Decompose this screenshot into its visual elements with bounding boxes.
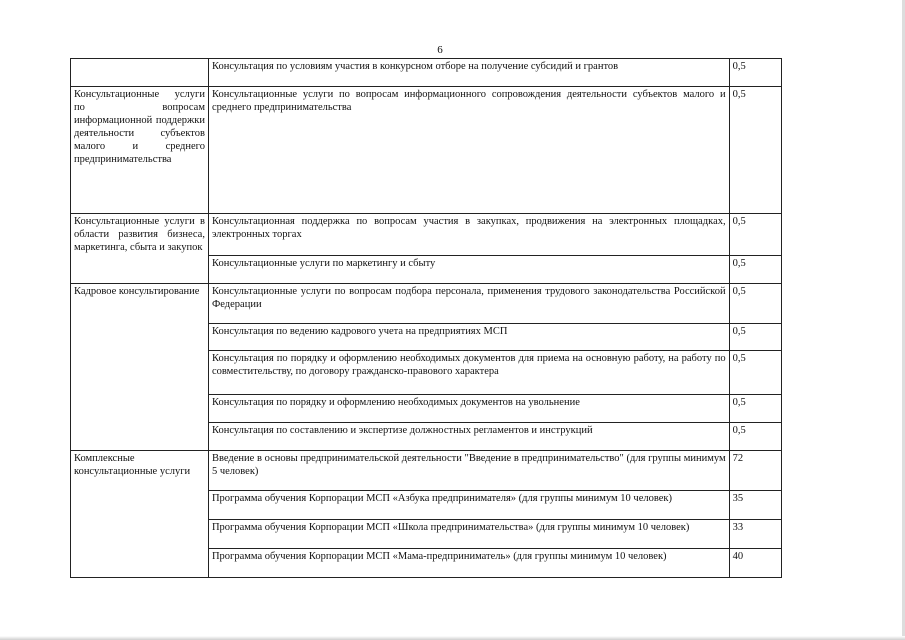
description-cell: Программа обучения Корпорации МСП «Азбука предпринимателя» (для группы минимум 10 человек) (208, 491, 729, 520)
description-cell: Программа обучения Корпорации МСП «Мама-предприниматель» (для группы минимум 10 человек) (208, 549, 729, 578)
category-cell: Консультационные услуги в области развития бизнеса, маркетинга, сбыта и закупок (71, 214, 209, 284)
table-row (71, 87, 782, 214)
value-cell: 0,5 (729, 87, 781, 214)
value-cell: 0,5 (729, 395, 781, 423)
description-cell: Консультация по ведению кадрового учета на предприятиях МСП (208, 324, 729, 351)
page-number: 6 (437, 44, 443, 56)
description-cell: Консультация по порядку и оформлению необходимых документов на увольнение (208, 395, 729, 423)
value-cell: 0,5 (729, 284, 781, 324)
category-cell (71, 59, 209, 87)
value-cell: 0,5 (729, 59, 781, 87)
value-cell: 0,5 (729, 351, 781, 395)
value-cell: 0,5 (729, 324, 781, 351)
description-cell: Программа обучения Корпорации МСП «Школа предпринимательства» (для группы минимум 10 человек) (208, 520, 729, 549)
description-cell: Консультация по порядку и оформлению необходимых документов для приема на основную работу, на работу по совместительству, по договору гражданско-правового характера (208, 351, 729, 395)
category-cell: Кадровое консультирование (71, 284, 209, 451)
category-cell: Комплексные консультационные услуги (71, 451, 209, 578)
description-cell: Консультационные услуги по маркетингу и сбыту (208, 256, 729, 284)
category-cell: Консультационные услуги по вопросам информационной поддержки деятельности субъектов малого и среднего предпринимательства (71, 87, 209, 214)
description-cell: Консультационные услуги по вопросам подбора персонала, применения трудового законодательства Российской Федерации (208, 284, 729, 324)
value-cell: 40 (729, 549, 781, 578)
services-table (70, 58, 782, 578)
value-cell: 0,5 (729, 256, 781, 284)
table-row (71, 451, 782, 491)
value-cell: 0,5 (729, 214, 781, 256)
value-cell: 35 (729, 491, 781, 520)
description-cell: Введение в основы предпринимательской деятельности "Введение в предпринимательство" (для группы минимум 5 человек) (208, 451, 729, 491)
description-cell: Консультация по составлению и экспертизе должностных регламентов и инструкций (208, 423, 729, 451)
description-cell: Консультационная поддержка по вопросам участия в закупках, продвижения на электронных площадках, электронных торгах (208, 214, 729, 256)
value-cell: 0,5 (729, 423, 781, 451)
value-cell: 72 (729, 451, 781, 491)
description-cell: Консультационные услуги по вопросам информационного сопровождения деятельности субъектов малого и среднего предпринимательства (208, 87, 729, 214)
table-row (71, 214, 782, 256)
description-cell: Консультация по условиям участия в конкурсном отборе на получение субсидий и грантов (208, 59, 729, 87)
table-row (71, 59, 782, 87)
value-cell: 33 (729, 520, 781, 549)
table-row (71, 284, 782, 324)
scan-bottom-edge (0, 636, 905, 640)
